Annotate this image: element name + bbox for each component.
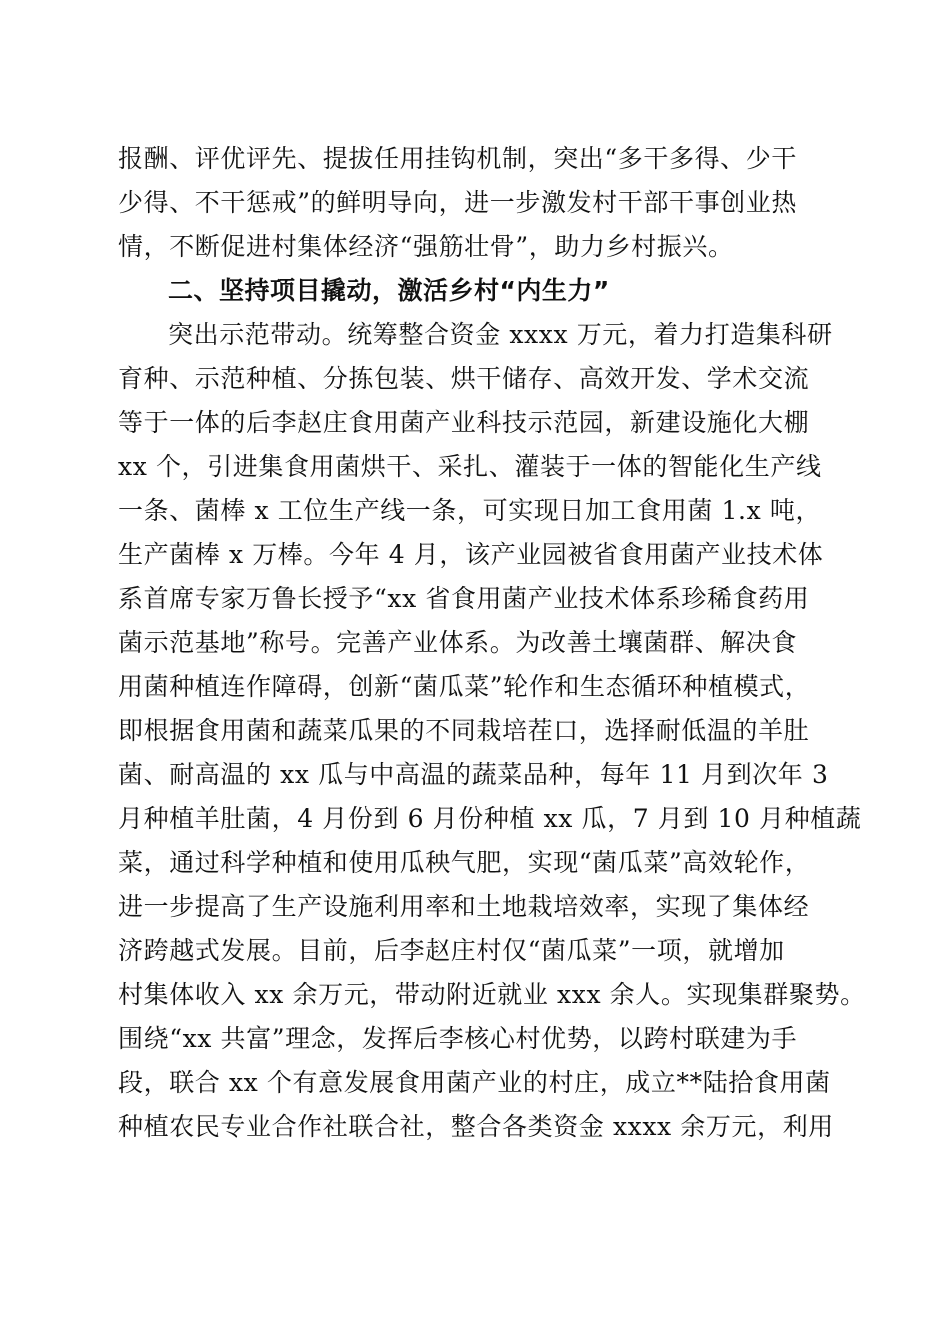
body-text-line: xx 个，引进集食用菌烘干、采扎、灌装于一体的智能化生产线 [118, 452, 822, 481]
body-text-line: 菌、耐高温的 xx 瓜与中高温的蔬菜品种，每年 11 月到次年 3 [118, 760, 829, 789]
body-text-line: 种植农民专业合作社联合社，整合各类资金 xxxx 余万元，利用 [118, 1112, 834, 1141]
body-text-line: 等于一体的后李赵庄食用菌产业科技示范园，新建设施化大棚 [118, 408, 810, 437]
body-text-line: 围绕“xx 共富”理念，发挥后李核心村优势，以跨村联建为手 [118, 1024, 798, 1053]
body-text-line: 菜，通过科学种植和使用瓜秧气肥，实现“菌瓜菜”高效轮作， [118, 848, 811, 877]
body-text-line: 济跨越式发展。目前，后李赵庄村仅“菌瓜菜”一项，就增加 [118, 936, 785, 965]
body-text-line: 村集体收入 xx 余万元，带动附近就业 xxx 余人。实现集群聚势。 [118, 980, 866, 1009]
body-text-line: 即根据食用菌和蔬菜瓜果的不同栽培茬口，选择耐低温的羊肚 [118, 716, 810, 745]
body-text-line: 段，联合 xx 个有意发展食用菌产业的村庄，成立**陆拾食用菌 [118, 1068, 831, 1097]
body-text-line: 进一步提高了生产设施利用率和土地栽培效率，实现了集体经 [118, 892, 810, 921]
body-text-line: 用菌种植连作障碍，创新“菌瓜菜”轮作和生态循环种植模式， [118, 672, 811, 701]
body-text-line: 一条、菌棒 x 工位生产线一条，可实现日加工食用菌 1.x 吨， [118, 496, 822, 525]
body-text-line: 月种植羊肚菌，4 月份到 6 月份种植 xx 瓜，7 月到 10 月种植蔬 [118, 804, 862, 833]
body-text-line: 生产菌棒 x 万棒。今年 4 月，该产业园被省食用菌产业技术体 [118, 540, 824, 569]
body-text-line: 少得、不干惩戒”的鲜明导向，进一步激发村干部干事创业热 [118, 188, 797, 217]
body-text-line: 育种、示范种植、分拣包装、烘干储存、高效开发、学术交流 [118, 364, 810, 393]
body-text-line: 系首席专家万鲁长授予“xx 省食用菌产业技术体系珍稀食药用 [118, 584, 810, 613]
body-text-line: 突出示范带动。统筹整合资金 xxxx 万元，着力打造集科研 [168, 320, 833, 349]
body-text-line: 情，不断促进村集体经济“强筋壮骨”，助力乡村振兴。 [118, 232, 734, 261]
body-text-line: 报酬、评优评先、提拔任用挂钩机制，突出“多干多得、少干 [118, 144, 797, 173]
body-text-line: 菌示范基地”称号。完善产业体系。为改善土壤菌群、解决食 [118, 628, 797, 657]
section-heading: 二、坚持项目撬动，激活乡村“内生力” [168, 276, 610, 305]
